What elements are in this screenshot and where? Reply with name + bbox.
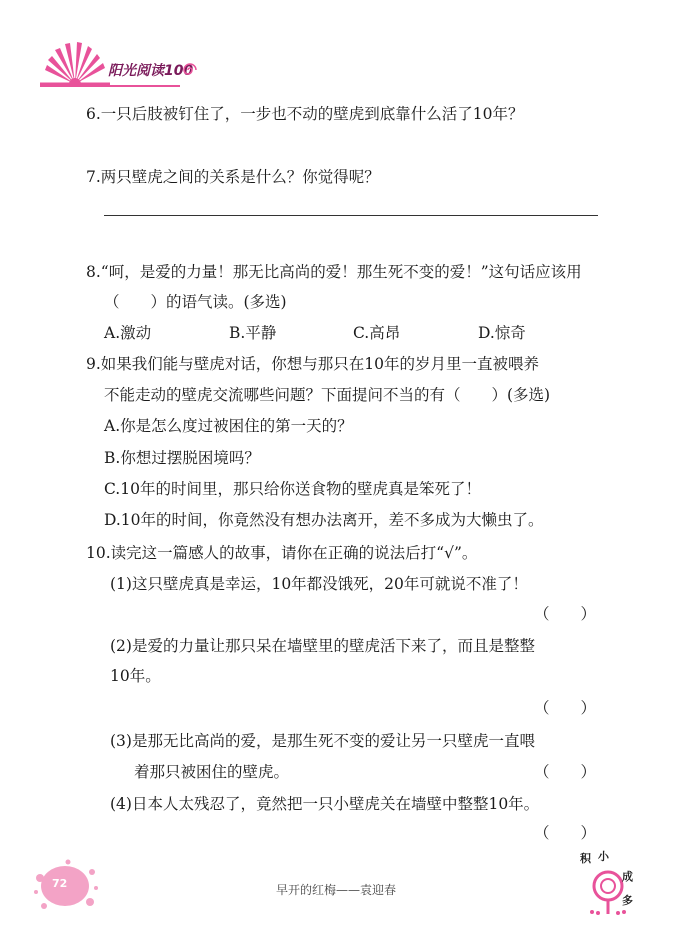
option-d[interactable]: D.10年的时间，你竟然没有想办法离开，差不多成为大懒虫了。 xyxy=(104,511,544,529)
question-10-title: 10.读完这一篇感人的故事，请你在正确的说法后打“√”。 xyxy=(86,544,478,562)
logo-char: 积 xyxy=(580,852,591,865)
header-title: 阳光阅读100 xyxy=(108,63,194,79)
option-d[interactable]: D.惊奇 xyxy=(478,324,526,342)
page-number: 72 xyxy=(52,877,68,890)
footer-logo xyxy=(578,848,648,918)
question-7: 7.两只壁虎之间的关系是什么？你觉得呢？ xyxy=(86,168,380,186)
statement-1: (1)这只壁虎真是幸运，10年都没饿死，20年可就说不准了！ xyxy=(110,575,528,593)
option-a[interactable]: A.你是怎么度过被困住的第一天的？ xyxy=(104,417,353,435)
option-b[interactable]: B.你想过摆脱困境吗？ xyxy=(104,449,260,467)
statement-2-line-2: 10年。 xyxy=(110,667,161,685)
answer-line[interactable] xyxy=(104,215,598,216)
option-c[interactable]: C.10年的时间里，那只给你送食物的壁虎真是笨死了！ xyxy=(104,480,481,498)
answer-parentheses[interactable]: （ ） xyxy=(534,824,597,842)
statement-3-line-1: (3)是那无比高尚的爱，是那生死不变的爱让另一只壁虎一直喂 xyxy=(110,732,535,750)
question-9-line-1: 9.如果我们能与壁虎对话，你想与那只在10年的岁月里一直被喂养 xyxy=(86,355,540,373)
question-8-line-1: 8.“呵，是爱的力量！那无比高尚的爱！那生死不变的爱！”这句话应该用 xyxy=(86,263,582,281)
spiral-decoration-icon xyxy=(180,62,200,78)
logo-char: 多 xyxy=(622,894,633,907)
sunburst-logo-icon xyxy=(40,40,110,86)
logo-char: 成 xyxy=(622,870,633,883)
logo-char: 小 xyxy=(598,850,609,863)
question-6: 6.一只后肢被钉住了，一步也不动的壁虎到底靠什么活了10年？ xyxy=(86,105,524,123)
option-c[interactable]: C.高昂 xyxy=(353,324,401,342)
question-9-line-2: 不能走动的壁虎交流哪些问题？下面提问不当的有（ ）(多选) xyxy=(104,386,551,404)
answer-parentheses[interactable]: （ ） xyxy=(534,699,597,717)
option-a[interactable]: A.激动 xyxy=(104,324,152,342)
option-b[interactable]: B.平静 xyxy=(229,324,277,342)
swirl-logo-icon xyxy=(578,858,638,918)
statement-4: (4)日本人太残忍了，竟然把一只小壁虎关在墙壁中整整10年。 xyxy=(110,795,540,813)
answer-parentheses[interactable]: （ ） xyxy=(534,605,597,623)
footer-title: 早开的红梅——袁迎春 xyxy=(276,883,397,897)
header-rule xyxy=(40,85,180,87)
statement-2-line-1: (2)是爱的力量让那只呆在墙壁里的壁虎活下来了，而且是整整 xyxy=(110,637,535,655)
question-8-line-2: （ ）的语气读。(多选) xyxy=(104,293,287,311)
answer-parentheses[interactable]: （ ） xyxy=(534,763,597,781)
statement-3-line-2: 着那只被困住的壁虎。 xyxy=(134,763,290,781)
header xyxy=(0,0,680,100)
